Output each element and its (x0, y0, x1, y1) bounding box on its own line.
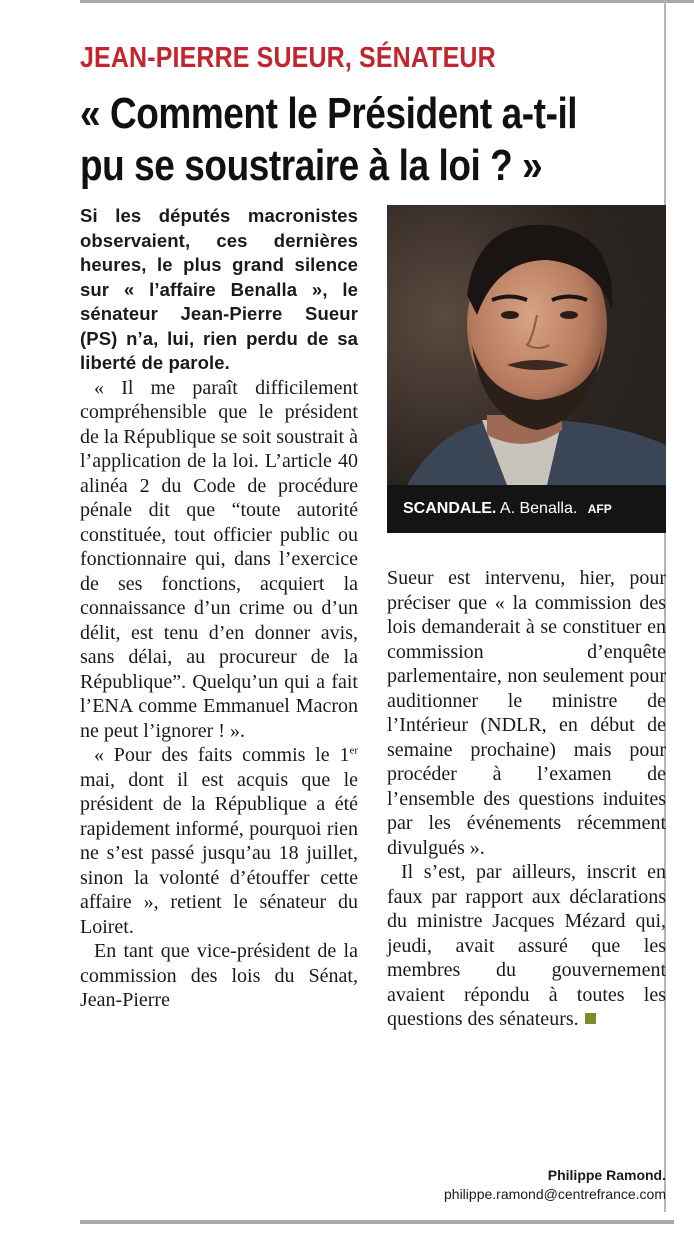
article-headline (80, 88, 660, 192)
photo-caption (387, 485, 666, 533)
author-email: philippe.ramond@centrefrance.com (444, 1186, 666, 1202)
article-paragraph-3-start: En tant que vice-président de la commission des lois du Sénat, Jean-Pierre (80, 940, 358, 1011)
top-rule (80, 0, 694, 3)
article-paragraph-2 (80, 743, 358, 939)
paragraph-2-end: mai, dont il est acquis que le président de la République a été rapidement informé, pourquoi rien ne s’est passé jusqu’au 18 juillet, sinon la volonté d’étouffer cette affaire », retient le sénateur du Loiret. (80, 768, 358, 938)
caption-text: A. Benalla. (499, 500, 578, 517)
article-paragraph-3-continued: Sueur est intervenu, hier, pour préciser que « la commission des lois demanderait à se constituer en commission d’enquête parlementaire, non seulement pour auditionner le ministre de l’Intérieur (NDLR, en début de semaine prochaine) mais pour procéder à l’examen de l’ensemble des questions induites par les événements récemment divulgués ». (387, 567, 666, 859)
article-paragraph-1: « Il me paraît difficilement compréhensible que le président de la République se soit soustrait à l’application de la loi. L’article 40 alinéa 2 du Code de procédure pénale dit que “toute autorité constituée, tout officier public ou fonctionnaire qui, dans l’exercice de ses fonctions, acquiert la connaissance d’un crime ou d’un délit, est tenu d’en donner avis, sans délai, au procureur de la République”. Quelqu’un qui a fait l’ENA comme Emmanuel Macron ne peut l’ignorer ! ». (80, 376, 358, 742)
author-name: Philippe Ramond. (547, 1167, 666, 1183)
article-column-right (387, 566, 666, 1032)
photo-credit: AFP (587, 502, 612, 516)
article-lead: Si les députés macronistes observaient, ces dernières heures, le plus grand silence sur « l’affaire Benalla », le sénateur Jean-Pierre Sueur (PS) n’a, lui, rien perdu de sa liberté de parole. (80, 205, 358, 373)
caption-kicker: SCANDALE. (403, 500, 497, 517)
end-of-article-square-icon (585, 1013, 596, 1024)
paragraph-4-text: Il s’est, par ailleurs, inscrit en faux par rapport aux déclarations du ministre Jacques Mézard qui, jeudi, avait assuré que les membres du gouvernement avaient répondu à toutes les questions des sénateurs. (387, 861, 666, 1030)
article-paragraph-4 (387, 860, 666, 1032)
article-column-left (80, 204, 358, 1013)
headline-line-2: pu se soustraire à la loi ? » (80, 141, 543, 190)
bottom-rule (80, 1220, 674, 1224)
paragraph-2-start: « Pour des faits commis le 1 (94, 744, 350, 766)
article-kicker: JEAN-PIERRE SUEUR, SÉNATEUR (80, 42, 496, 74)
article-signature (444, 1166, 666, 1204)
portrait-photo (387, 205, 666, 485)
headline-line-1: « Comment le Président a-t-il (80, 89, 578, 138)
ordinal-superscript: er (349, 744, 358, 757)
portrait-image (387, 205, 666, 485)
